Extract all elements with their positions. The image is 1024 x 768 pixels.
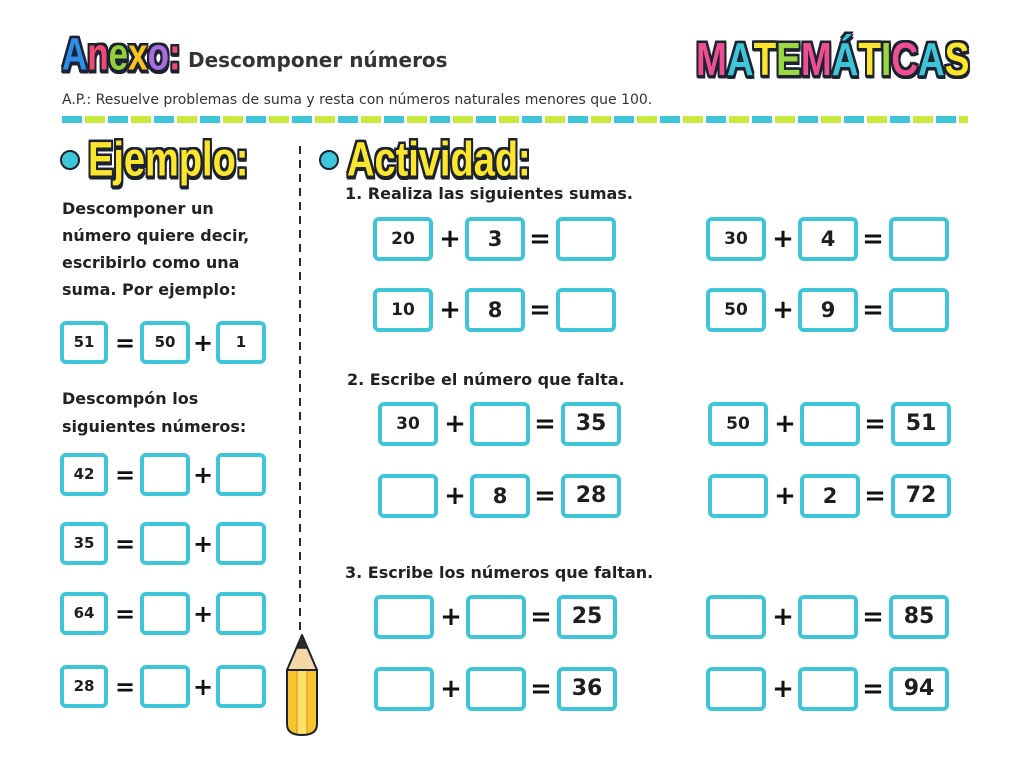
sum-answer-box[interactable] [556, 288, 616, 332]
missing-addend-equation [708, 402, 951, 446]
learning-purpose: A.P.: Resuelve problemas de suma y resta con números naturales menores que 100. [62, 92, 653, 108]
activity-instruction-3: 3. Escribe los números que faltan. [345, 563, 654, 582]
worksheet-title: Descomponer números [188, 48, 448, 72]
tens-answer-box[interactable] [140, 592, 190, 635]
missing-addend-equation [708, 474, 951, 518]
addition-equation [373, 288, 616, 332]
missing-addends-equation [706, 595, 949, 639]
number-box: 35 [60, 522, 108, 565]
first-addend-answer-box[interactable] [374, 595, 434, 639]
second-addend-answer-box[interactable] [466, 595, 526, 639]
instruction-line: Descompón los [62, 389, 199, 408]
subject-letter: I [881, 33, 892, 85]
subject-letter: S [944, 33, 970, 85]
example-heading: Ejemplo: [88, 133, 249, 188]
intro-line: Descomponer un [62, 199, 214, 218]
equals-sign: = [114, 529, 136, 558]
number-box: 28 [60, 665, 108, 708]
sum-answer-box[interactable] [556, 217, 616, 261]
first-addend-box: 30 [378, 402, 438, 446]
first-addend-box: 10 [373, 288, 433, 332]
instruction-line: siguientes números: [62, 417, 247, 436]
second-addend-answer-box[interactable] [798, 595, 858, 639]
decomposition-exercise [60, 665, 266, 708]
intro-line: escribirlo como una [62, 253, 240, 272]
first-addend-box: 50 [708, 402, 768, 446]
second-addend-box: 9 [798, 288, 858, 332]
first-addend-box: 50 [706, 288, 766, 332]
second-addend-box: 8 [465, 288, 525, 332]
equals-sign: = [530, 602, 552, 632]
tens-answer-box[interactable] [140, 522, 190, 565]
first-addend-answer-box[interactable] [374, 667, 434, 711]
annex-letter: x [128, 29, 148, 81]
addition-equation [706, 288, 949, 332]
equals-sign: = [862, 602, 884, 632]
sum-box: 25 [557, 595, 617, 639]
number-box: 64 [60, 592, 108, 635]
subject-letter: T [753, 33, 777, 85]
equals-sign: = [529, 224, 551, 254]
intro-line: número quiere decir, [62, 226, 250, 245]
ones-answer-box[interactable] [216, 453, 266, 496]
equals-sign: = [114, 599, 136, 628]
plus-sign: + [774, 481, 796, 511]
plus-sign: + [192, 328, 214, 357]
first-addend-box: 20 [373, 217, 433, 261]
second-addend-answer-box[interactable] [800, 402, 860, 446]
second-addend-answer-box[interactable] [470, 402, 530, 446]
equals-sign: = [862, 674, 884, 704]
tens-answer-box[interactable] [140, 665, 190, 708]
plus-sign: + [772, 295, 794, 325]
missing-addends-equation [374, 595, 617, 639]
equals-sign: = [529, 295, 551, 325]
addition-equation [373, 217, 616, 261]
subject-letter: M [696, 33, 727, 85]
bullet-circle-icon [319, 150, 339, 170]
plus-sign: + [772, 224, 794, 254]
sum-box: 85 [889, 595, 949, 639]
annex-letter: A [62, 29, 88, 81]
decomposition-exercise [60, 592, 266, 635]
first-addend-answer-box[interactable] [708, 474, 768, 518]
first-addend-answer-box[interactable] [378, 474, 438, 518]
annex-letter: o [147, 29, 169, 81]
sum-box: 28 [561, 474, 621, 518]
sum-answer-box[interactable] [889, 217, 949, 261]
equals-sign: = [862, 295, 884, 325]
missing-addends-equation [374, 667, 617, 711]
example-instruction [62, 385, 246, 441]
decorative-stripe [62, 116, 968, 123]
missing-addend-equation [378, 474, 621, 518]
equals-sign: = [534, 481, 556, 511]
sum-box: 51 [891, 402, 951, 446]
ones-answer-box[interactable] [216, 592, 266, 635]
second-addend-answer-box[interactable] [466, 667, 526, 711]
plus-sign: + [192, 460, 214, 489]
annex-label [62, 29, 181, 81]
plus-sign: + [772, 674, 794, 704]
plus-sign: + [192, 529, 214, 558]
addition-equation [706, 217, 949, 261]
intro-line: suma. Por ejemplo: [62, 280, 237, 299]
subject-letter: A [726, 33, 754, 85]
subject-letter: E [776, 33, 801, 85]
second-addend-box: 2 [800, 474, 860, 518]
pencil-icon [282, 632, 322, 738]
annex-letter: e [108, 29, 129, 81]
missing-addend-equation [378, 402, 621, 446]
plus-sign: + [440, 602, 462, 632]
section-divider [299, 146, 301, 632]
subject-label [696, 33, 970, 85]
equals-sign: = [114, 672, 136, 701]
activity-instruction-2: 2. Escribe el número que falta. [347, 370, 625, 389]
equals-sign: = [114, 328, 136, 357]
tens-box: 50 [140, 321, 190, 364]
plus-sign: + [192, 672, 214, 701]
sample-decomposition [60, 321, 266, 364]
second-addend-box: 3 [465, 217, 525, 261]
sum-box: 94 [889, 667, 949, 711]
plus-sign: + [774, 409, 796, 439]
decomposition-exercise [60, 522, 266, 565]
subject-letter: Á [831, 33, 859, 85]
first-addend-answer-box[interactable] [706, 667, 766, 711]
activity-instruction-1: 1. Realiza las siguientes sumas. [345, 184, 633, 203]
plus-sign: + [444, 481, 466, 511]
activity-heading: Actividad: [347, 133, 531, 188]
sum-box: 35 [561, 402, 621, 446]
tens-answer-box[interactable] [140, 453, 190, 496]
equals-sign: = [534, 409, 556, 439]
first-addend-answer-box[interactable] [706, 595, 766, 639]
missing-addends-equation [706, 667, 949, 711]
second-addend-box: 4 [798, 217, 858, 261]
number-box: 42 [60, 453, 108, 496]
ones-box: 1 [216, 321, 266, 364]
plus-sign: + [439, 224, 461, 254]
equals-sign: = [864, 481, 886, 511]
plus-sign: + [440, 674, 462, 704]
subject-letter: T [858, 33, 882, 85]
annex-letter: n [87, 29, 109, 81]
ones-answer-box[interactable] [216, 665, 266, 708]
second-addend-answer-box[interactable] [798, 667, 858, 711]
equals-sign: = [862, 224, 884, 254]
equals-sign: = [864, 409, 886, 439]
first-addend-box: 30 [706, 217, 766, 261]
plus-sign: + [439, 295, 461, 325]
example-intro [62, 195, 249, 303]
decomposition-exercise [60, 453, 266, 496]
number-box: 51 [60, 321, 108, 364]
equals-sign: = [114, 460, 136, 489]
plus-sign: + [772, 602, 794, 632]
ones-answer-box[interactable] [216, 522, 266, 565]
subject-letter: C [891, 33, 919, 85]
subject-letter: M [800, 33, 832, 85]
bullet-circle-icon [60, 150, 80, 170]
second-addend-box: 8 [470, 474, 530, 518]
sum-box: 36 [557, 667, 617, 711]
pencil-highlight [297, 670, 307, 734]
sum-box: 72 [891, 474, 951, 518]
subject-letter: A [918, 33, 945, 85]
sum-answer-box[interactable] [889, 288, 949, 332]
plus-sign: + [192, 599, 214, 628]
annex-letter: : [169, 29, 181, 81]
equals-sign: = [530, 674, 552, 704]
plus-sign: + [444, 409, 466, 439]
